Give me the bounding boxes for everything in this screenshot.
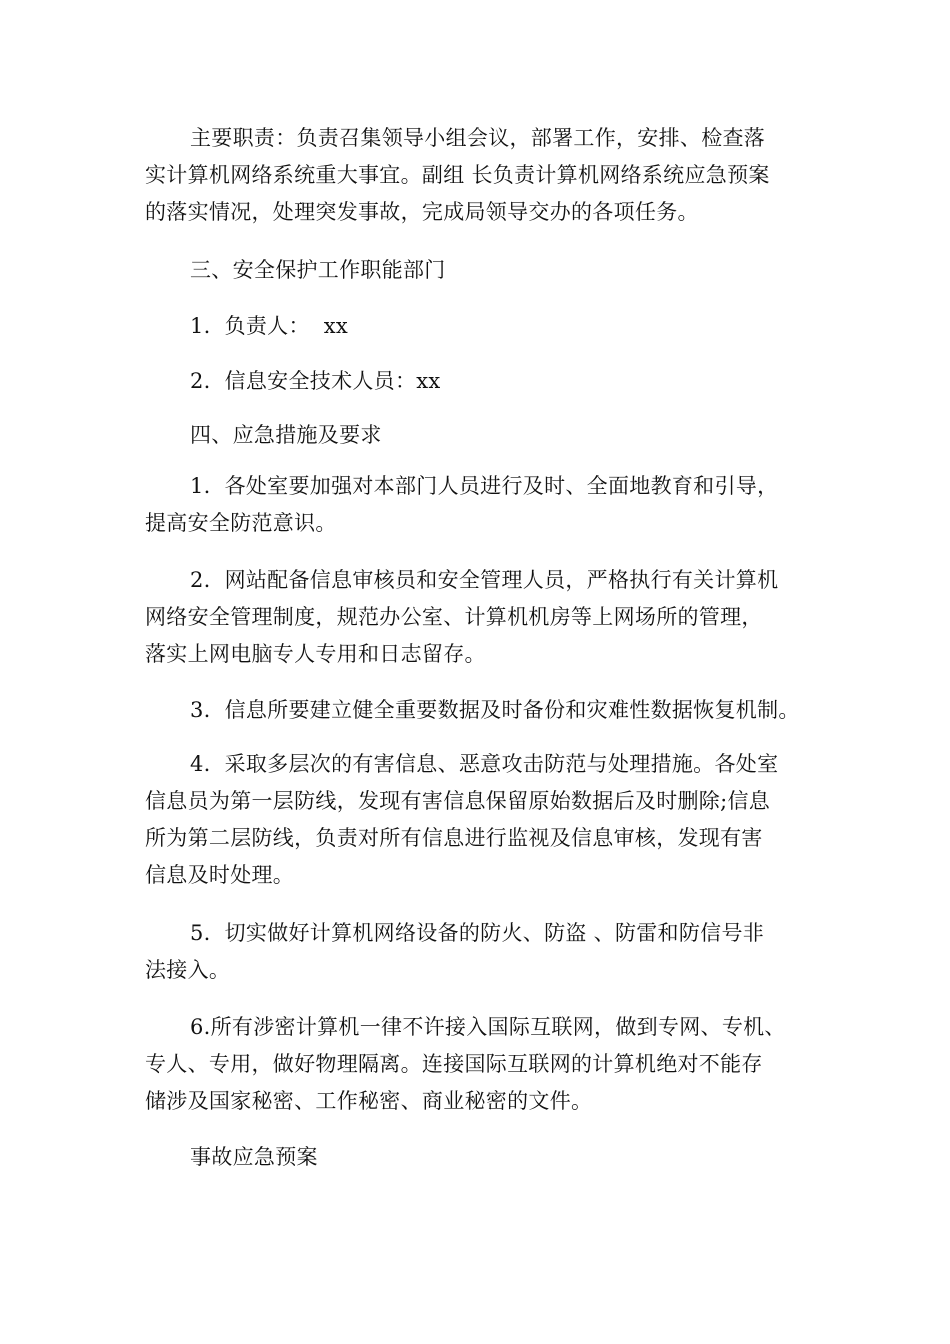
measure-3 bbox=[145, 692, 825, 729]
paragraph-line: 1. 各处室要加强对本部门人员进行及时、全面地教育和引导， bbox=[190, 474, 779, 498]
measure-1 bbox=[145, 468, 825, 542]
paragraph-line: 所为第二层防线，负责对所有信息进行监视及信息审核，发现有害 bbox=[145, 826, 763, 850]
paragraph-line: 的落实情况，处理突发事故，完成局领导交办的各项任务。 bbox=[145, 200, 699, 224]
item-text: 1. 负责人： xx bbox=[190, 314, 349, 338]
measure-6 bbox=[145, 1009, 825, 1120]
paragraph-line: 信息员为第一层防线，发现有害信息保留原始数据后及时删除;信息 bbox=[145, 789, 771, 813]
paragraph-line: 储涉及国家秘密、工作秘密、商业秘密的文件。 bbox=[145, 1089, 593, 1113]
heading-text: 三、安全保护工作职能部门 bbox=[190, 258, 446, 282]
paragraph-line: 实计算机网络系统重大事宜。副组 长负责计算机网络系统应急预案 bbox=[145, 163, 770, 187]
heading-text: 四、应急措施及要求 bbox=[190, 423, 382, 447]
measure-2 bbox=[145, 562, 825, 673]
item-person-in-charge bbox=[145, 308, 825, 345]
measure-5 bbox=[145, 915, 825, 989]
section-heading-4 bbox=[145, 417, 825, 454]
paragraph-main-duties bbox=[145, 120, 825, 231]
paragraph-line: 5. 切实做好计算机网络设备的防火、防盗 、防雷和防信号非 bbox=[190, 921, 765, 945]
paragraph-line: 6.所有涉密计算机一律不许接入国际互联网，做到专网、专机、 bbox=[190, 1015, 786, 1039]
paragraph-line: 2. 网站配备信息审核员和安全管理人员，严格执行有关计算机 bbox=[190, 568, 779, 592]
paragraph-line: 法接入。 bbox=[145, 958, 231, 982]
section-heading-accident-plan bbox=[145, 1139, 825, 1176]
measure-4 bbox=[145, 746, 825, 894]
paragraph-line: 专人、专用，做好物理隔离。连接国际互联网的计算机绝对不能存 bbox=[145, 1052, 763, 1076]
section-heading-3 bbox=[145, 252, 825, 289]
heading-text: 事故应急预案 bbox=[190, 1145, 318, 1169]
paragraph-line: 落实上网电脑专人专用和日志留存。 bbox=[145, 642, 486, 666]
item-security-staff bbox=[145, 363, 825, 400]
paragraph-line: 网络安全管理制度，规范办公室、计算机机房等上网场所的管理， bbox=[145, 605, 763, 629]
item-text: 2. 信息安全技术人员：xx bbox=[190, 369, 441, 393]
paragraph-line: 主要职责：负责召集领导小组会议，部署工作，安排、检查落 bbox=[190, 126, 766, 150]
paragraph-line: 4. 采取多层次的有害信息、恶意攻击防范与处理措施。各处室 bbox=[190, 752, 779, 776]
paragraph-line: 信息及时处理。 bbox=[145, 863, 295, 887]
paragraph-line: 3. 信息所要建立健全重要数据及时备份和灾难性数据恢复机制。 bbox=[190, 698, 800, 722]
paragraph-line: 提高安全防范意识。 bbox=[145, 511, 337, 535]
